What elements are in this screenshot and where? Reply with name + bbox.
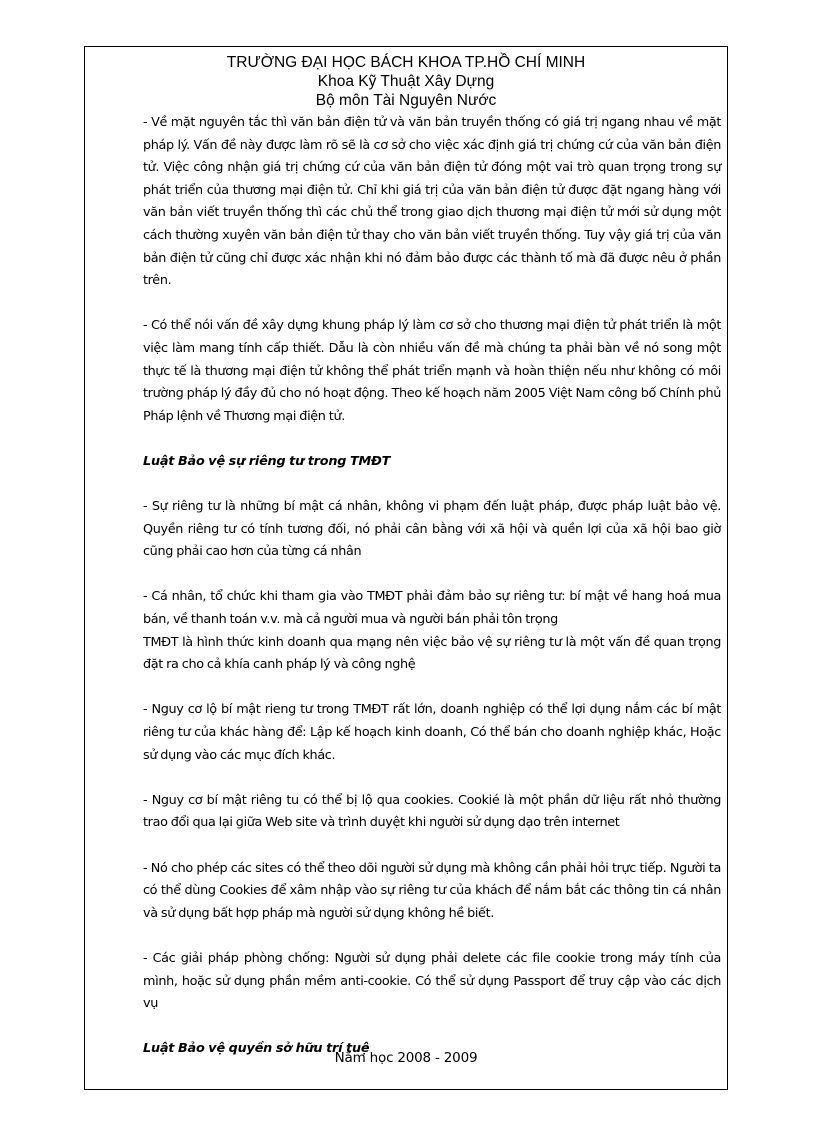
paragraph: - Nguy cơ bí mật riêng tu có thể bị lộ qua cookies. Cookié là một phần dữ liệu rất nhỏ thường trao đổi qua lại giữa Web site và trình duyệt khi người sử dụng dạo trên internet	[143, 792, 721, 831]
paragraph: - Nó cho phép các sites có thể theo dõi người sử dụng mà không cần phải hỏi trực tiếp. Người ta có thể dùng Cookies để xâm nhập vào sự riêng tư của khách để nắm bắt các thông tin cá nhân và sử dụng bất hợp pháp mà người sử dụng không hề biết.	[143, 860, 721, 921]
paragraph: TMĐT là hình thức kinh doanh qua mạng nên việc bảo vệ sự riêng tư là một vấn đề quan trọng đặt ra cho cả khía canh pháp lý và công nghệ	[143, 634, 721, 673]
paragraph: - Có thể nói vấn đề xây dựng khung pháp lý làm cơ sở cho thương mại điện tử phát triển là một việc làm mang tính cấp thiết. Dẫu là còn nhiều vấn đề mà chúng ta phải bàn về nó song một thực tế là thương mại điện tử không thể phát triển mạnh và hoàn thiện nếu như không có môi trường pháp lý đầy đủ cho nó hoạt động. Theo kế hoạch năm 2005 Việt Nam công bố Chính phủ Pháp lệnh về Thương mại điện tử.	[143, 318, 721, 424]
section-heading-intellectual-property: Luật Bảo vệ quyền sở hữu trí tuệ	[143, 1041, 370, 1057]
document-body	[143, 112, 721, 1061]
paragraph: - Các giải pháp phòng chống: Người sử dụng phải delete các file cookie trong máy tính của mình, hoặc sử dụng phần mềm anti-cookie. Có thể sử dụng Passport để truy cập vào các dịch vụ	[143, 950, 721, 1012]
department-name: Bộ môn Tài Nguyên Nước	[315, 92, 497, 109]
paragraph: - Nguy cơ lộ bí mật rieng tư trong TMĐT rất lớn, doanh nghiệp có thể lợi dụng nắm các bí mật riêng tư của khác hàng để: Lập kế hoạch kinh doanh, Có thể bán cho doanh nghiệp khác, Hoặc sử dụng vào các mục đích khác.	[143, 702, 721, 763]
faculty-name: Khoa Kỹ Thuật Xây Dựng	[317, 73, 495, 90]
paragraph: - Cá nhân, tổ chức khi tham gia vào TMĐT phải đảm bảo sự riêng tư: bí mật về hang hoá mua bán, về thanh toán v.v. mà cả người mua và người bán phải tôn trọng	[143, 589, 721, 628]
paragraph: - Sự riêng tư là những bí mật cá nhân, không vi phạm đến luật pháp, được pháp luật bảo vệ. Quyền riêng tư có tính tương đối, nó phải cân bằng với xã hội và quền lợi của xã hội bao giờ cũng phải cao hơn của từng cá nhân	[143, 499, 721, 560]
document-header	[84, 53, 728, 110]
document-footer: Năm học 2008 - 2009	[334, 1050, 478, 1066]
section-heading-privacy: Luật Bảo vệ sự riêng tư trong TMĐT	[143, 453, 391, 469]
university-name: TRƯỜNG ĐẠI HỌC BÁCH KHOA TP.HỒ CHÍ MINH	[226, 54, 586, 71]
paragraph: - Về mặt nguyên tắc thì văn bản điện tử và văn bản truyền thống có giá trị ngang nhau về mặt pháp lý. Vấn đề này được làm rõ sẽ là cơ sở cho việc xác định giá trị chứng cứ của văn bản điện tử. Việc công nhận giá trị chứng cứ của văn bản điện tử đóng một vai trò quan trọng trong sự phát triển của thương mại điện tử. Chỉ khi giá trị của văn bản điện tử được đặt ngang hàng với văn bản viết truyền thống thì các chủ thể trong giao dịch thương mại điện tử mới sử dụng một cách thường xuyên văn bản điện tử thay cho văn bản viết truyền thống. Tuy vậy giá trị của văn bản điện tử cũng chỉ được xác nhận khi nó đảm bảo được các thành tố mà đã được nêu ở phần trên.	[143, 115, 721, 289]
